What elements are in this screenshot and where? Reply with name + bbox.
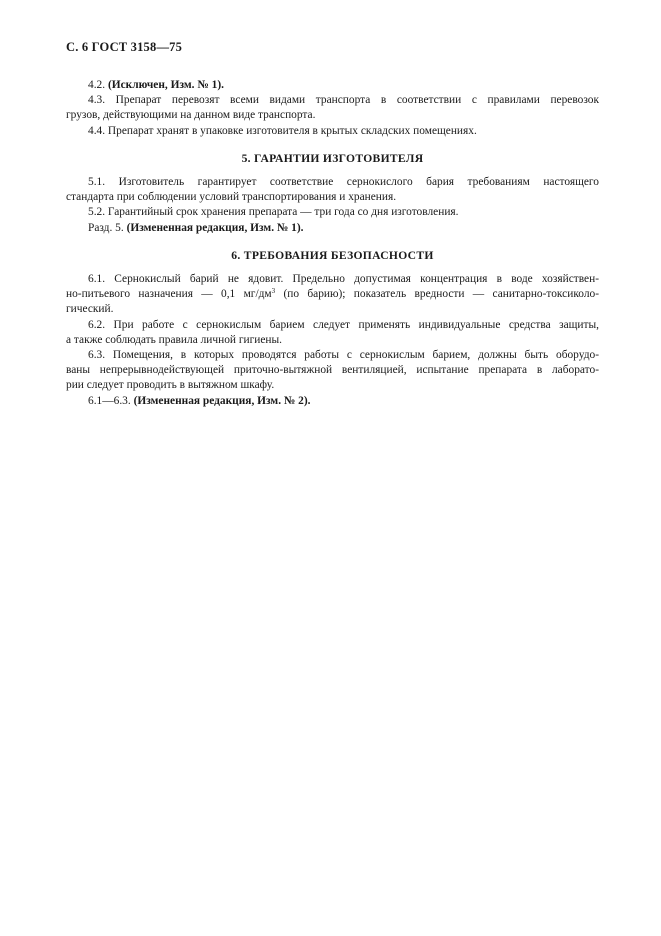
- paragraph-line: 6.2. При работе с сернокислым барием следует применять индивидуальные средства защиты,: [88, 318, 599, 331]
- section-6-amendment: [66, 394, 599, 409]
- paragraph-line: 5.1. Изготовитель гарантирует соответствие сернокислого бария требованиям настоящего: [88, 176, 599, 189]
- paragraph-line: а также соблюдать правила личной гигиены.: [66, 333, 283, 346]
- paragraph-6-1: [66, 272, 599, 318]
- clause-number: 4.2.: [88, 79, 106, 91]
- paragraph-5-1: [66, 175, 599, 205]
- paragraph-4-3: [66, 93, 599, 123]
- paragraph-5-2: 5.2. Гарантийный срок хранения препарата — три года со дня изготовления.: [88, 206, 459, 219]
- text-fragment: но-питьевого назначения — 0,1 мг/дм: [66, 288, 272, 301]
- paragraph-line: 4.3. Препарат перевозят всеми видами транспорта в соответствии с правилами перевозок: [88, 94, 599, 107]
- paragraph-line: грузов, действующими на данном виде транспорта.: [66, 109, 316, 122]
- paragraph-line: [66, 287, 599, 302]
- paragraph-line: ваны непрерывнодействующей приточно-вытяжной вентиляцией, испытание препарата в лаборато-: [66, 364, 599, 377]
- paragraph-line: рии следует проводить в вытяжном шкафу.: [66, 379, 275, 392]
- amendment-note: (Измененная редакция, Изм. № 2).: [133, 394, 311, 407]
- superscript: 3: [271, 287, 276, 296]
- text-fragment: (по барию); показатель вредности — санитарно-токсиколо-: [275, 288, 599, 301]
- amendment-note: (Исключен, Изм. № 1).: [107, 79, 224, 91]
- section-5-title: 5. ГАРАНТИИ ИЗГОТОВИТЕЛЯ: [241, 151, 424, 165]
- amendment-note: (Измененная редакция, Изм. № 1).: [126, 221, 304, 234]
- page-header: С. 6 ГОСТ 3158—75: [66, 40, 183, 54]
- section-5-amendment: [66, 221, 599, 236]
- paragraph-line: 6.3. Помещения, в которых проводятся работы с сернокислым барием, должны быть оборудо-: [88, 349, 599, 362]
- paragraph-6-2: [66, 318, 599, 348]
- paragraph-line: 6.1. Сернокислый барий не ядовит. Предельно допустимая концентрация в воде хозяйствен-: [88, 273, 599, 286]
- document-body: [66, 78, 599, 409]
- amendment-prefix: 6.1—6.3.: [88, 394, 131, 407]
- paragraph-line: стандарта при соблюдении условий транспортирования и хранения.: [66, 191, 397, 204]
- section-6-title: 6. ТРЕБОВАНИЯ БЕЗОПАСНОСТИ: [231, 248, 434, 262]
- paragraph-line: гический.: [66, 303, 114, 316]
- paragraph-6-3: [66, 348, 599, 394]
- paragraph-4-2: [66, 78, 599, 93]
- amendment-prefix: Разд. 5.: [88, 221, 124, 234]
- paragraph-4-4: 4.4. Препарат хранят в упаковке изготовителя в крытых складских помещениях.: [88, 124, 477, 137]
